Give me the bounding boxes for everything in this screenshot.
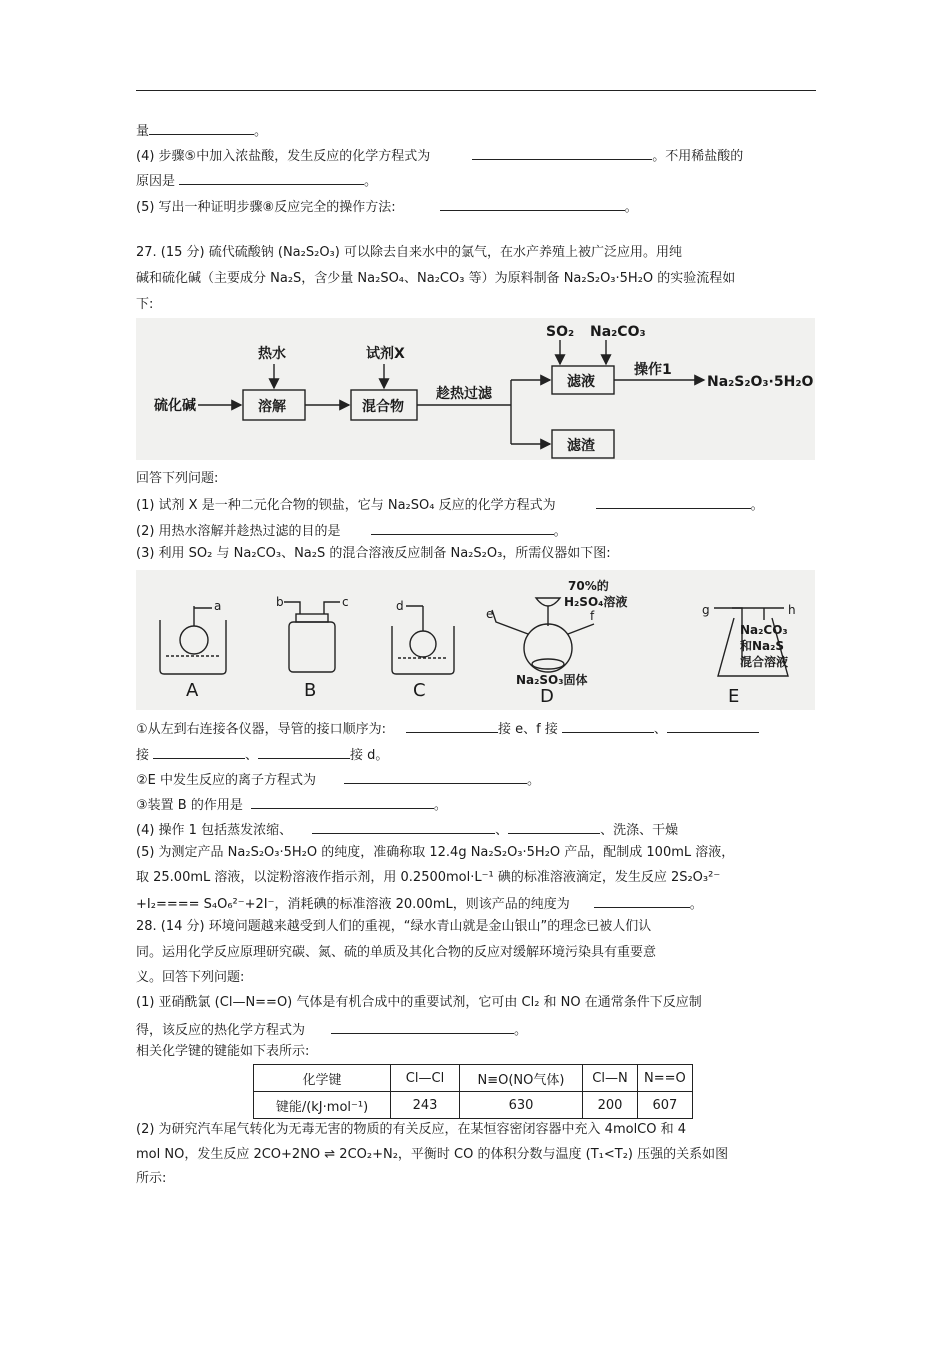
- port-c: c: [342, 595, 349, 609]
- table-cell: 630: [460, 1092, 583, 1119]
- label-acid: H₂SO₄溶液: [564, 595, 628, 609]
- answer-blank[interactable]: [312, 819, 495, 834]
- label-acid-conc: 70%的: [568, 579, 609, 593]
- q27-part3: (3) 利用 SO₂ 与 Na₂CO₃、Na₂S 的混合溶液反应制备 Na₂S₂O₃，所需仪器如下图:: [136, 546, 611, 561]
- label-product: Na₂S₂O₃·5H₂O: [707, 374, 814, 390]
- table-header-cell: N≡O(NO气体): [460, 1065, 583, 1092]
- beaker-a: [160, 620, 226, 674]
- answer-blank[interactable]: [153, 744, 245, 759]
- answer-blank[interactable]: [406, 718, 498, 733]
- answer-blank[interactable]: [149, 120, 254, 135]
- q28-part2-1: (2) 为研究汽车尾气转化为无毒无害的物质的有关反应，在某恒容密闭容器中充入 4molCO 和 4: [136, 1122, 687, 1137]
- answer-blank[interactable]: [440, 196, 625, 211]
- q28-stem-1: 28. (14 分) 环境问题越来越受到人们的重视，“绿水青山就是金山银山”的理念已被人们认: [136, 919, 652, 934]
- flask-a: [180, 626, 208, 654]
- table-header-cell: Cl—Cl: [391, 1065, 460, 1092]
- label-start: 硫化碱: [154, 398, 196, 414]
- label-C: C: [413, 680, 426, 701]
- answer-blank[interactable]: [331, 1019, 514, 1034]
- q27-part5-3: +I₂==== S₄O₆²⁻+2I⁻，消耗碘的标准溶液 20.00mL，则该产品的纯度为 。: [136, 893, 703, 914]
- port-b: b: [276, 595, 284, 609]
- answer-intro: 回答下列问题:: [136, 471, 219, 486]
- table-row: [254, 1065, 693, 1092]
- flask-d: [524, 624, 572, 672]
- table-header-cell: 化学键: [254, 1065, 391, 1092]
- answer-blank[interactable]: [562, 718, 654, 733]
- table-header-cell: Cl—N: [583, 1065, 638, 1092]
- q27-stem-2: 碱和硫化碱（主要成分 Na₂S，含少量 Na₂SO₄、Na₂CO₃ 等）为原料制备 Na₂S₂O₃·5H₂O 的实验流程如: [136, 271, 736, 286]
- line-q4: (4) 步骤⑤中加入浓盐酸，发生反应的化学方程式为 。不用稀盐酸的: [136, 145, 743, 166]
- q27-part1: (1) 试剂 X 是一种二元化合物的钡盐，它与 Na₂SO₄ 反应的化学方程式为 。: [136, 494, 764, 515]
- port-h: h: [788, 603, 796, 617]
- answer-blank[interactable]: [371, 520, 554, 535]
- answer-blank[interactable]: [508, 819, 600, 834]
- q27-stem-3: 下:: [136, 297, 154, 312]
- table-cell: 200: [583, 1092, 638, 1119]
- label-A: A: [186, 680, 199, 701]
- q28-stem-3: 义。回答下列问题:: [136, 970, 245, 985]
- port-d: d: [396, 599, 404, 613]
- q28-part2-2: mol NO，发生反应 2CO+2NO ⇌ 2CO₂+N₂，平衡时 CO 的体积分数与温度 (T₁<T₂) 压强的关系如图: [136, 1147, 729, 1162]
- label-op1: 操作1: [634, 362, 672, 378]
- beaker-c: [392, 626, 454, 674]
- q27-part4: (4) 操作 1 包括蒸发浓缩、 、 、洗涤、干燥: [136, 819, 678, 840]
- q28-part1-2: 得，该反应的热化学方程式为 。: [136, 1019, 527, 1040]
- flask-c: [410, 631, 436, 657]
- table-cell: 键能/(kJ·mol⁻¹): [254, 1092, 391, 1119]
- label-D: D: [540, 686, 554, 707]
- q28-part2-3: 所示:: [136, 1171, 167, 1186]
- q27-sub3: ③装置 B 的作用是 。: [136, 794, 447, 815]
- line-q4-reason: 原因是 。: [136, 170, 377, 191]
- line-q5: (5) 写出一种证明步骤⑧反应完全的操作方法: 。: [136, 196, 638, 217]
- q28-part1-1: (1) 亚硝酰氯 (Cl—N==O) 气体是有机合成中的重要试剂，它可由 Cl₂ 和 NO 在通常条件下反应制: [136, 995, 702, 1010]
- label-na2co3: Na₂CO₃: [590, 324, 646, 340]
- port-f: f: [590, 609, 595, 623]
- process-flow-diagram: [136, 318, 815, 460]
- q28-stem-2: 同。运用化学反应原理研究碳、氮、硫的单质及其化合物的反应对缓解环境污染具有重要意: [136, 945, 657, 960]
- label-E: E: [728, 686, 740, 707]
- table-row: [254, 1092, 693, 1119]
- label-e-1: Na₂CO₃: [740, 623, 788, 637]
- funnel-d: [536, 598, 560, 606]
- q27-part5-1: (5) 为测定产品 Na₂S₂O₃·5H₂O 的纯度，准确称取 12.4g Na₂S₂O₃·5H₂O 产品，配制成 100mL 溶液，: [136, 845, 735, 860]
- q27-stem-1: 27. (15 分) 硫代硫酸钠 (Na₂S₂O₃) 可以除去自来水中的氯气，在水产养殖上被广泛应用。用纯: [136, 245, 682, 260]
- label-reagent: 试剂X: [366, 346, 405, 362]
- apparatus-diagram: [136, 570, 815, 710]
- q28-table-caption: 相关化学键的键能如下表所示:: [136, 1044, 310, 1059]
- label-e-3: 混合溶液: [740, 655, 789, 669]
- answer-blank[interactable]: [258, 744, 350, 759]
- line-carryover: 量 。: [136, 120, 267, 141]
- q27-sub1: ①从左到右连接各仪器，导管的接口顺序为: 接 e、f 接 、: [136, 718, 759, 739]
- bond-energy-table: [253, 1064, 693, 1119]
- header-rule: [136, 90, 816, 91]
- label-e-2: 和Na₂S: [740, 639, 785, 653]
- q27-part5-2: 取 25.00mL 溶液，以淀粉溶液作指示剂，用 0.2500mol·L⁻¹ 碘的标准溶液滴定，发生反应 2S₂O₃²⁻: [136, 870, 721, 885]
- label-filtrate: 滤液: [567, 374, 595, 390]
- label-solid: Na₂SO₃固体: [516, 673, 588, 687]
- q27-sub2: ②E 中发生反应的离子方程式为 。: [136, 769, 540, 790]
- answer-blank[interactable]: [596, 494, 751, 509]
- label-filter: 趁热过滤: [436, 386, 492, 402]
- answer-blank[interactable]: [667, 718, 759, 733]
- label-B: B: [304, 680, 317, 701]
- table-cell: 243: [391, 1092, 460, 1119]
- port-a: a: [214, 599, 222, 613]
- q27-sub1-cont: 接 、 接 d。: [136, 744, 388, 765]
- answer-blank[interactable]: [472, 145, 652, 160]
- port-e: e: [486, 607, 494, 621]
- answer-blank[interactable]: [251, 794, 434, 809]
- label-water: 热水: [258, 346, 286, 362]
- label-residue: 滤渣: [567, 438, 595, 454]
- answer-blank[interactable]: [594, 893, 690, 908]
- answer-blank[interactable]: [179, 170, 364, 185]
- answer-blank[interactable]: [344, 769, 527, 784]
- label-mixture: 混合物: [362, 399, 404, 415]
- label-so2: SO₂: [546, 324, 575, 340]
- label-dissolve: 溶解: [258, 399, 286, 415]
- bottle-b: [289, 622, 335, 672]
- table-header-cell: N==O: [638, 1065, 693, 1092]
- q27-part2: (2) 用热水溶解并趁热过滤的目的是 。: [136, 520, 567, 541]
- table-cell: 607: [638, 1092, 693, 1119]
- port-g: g: [702, 603, 710, 617]
